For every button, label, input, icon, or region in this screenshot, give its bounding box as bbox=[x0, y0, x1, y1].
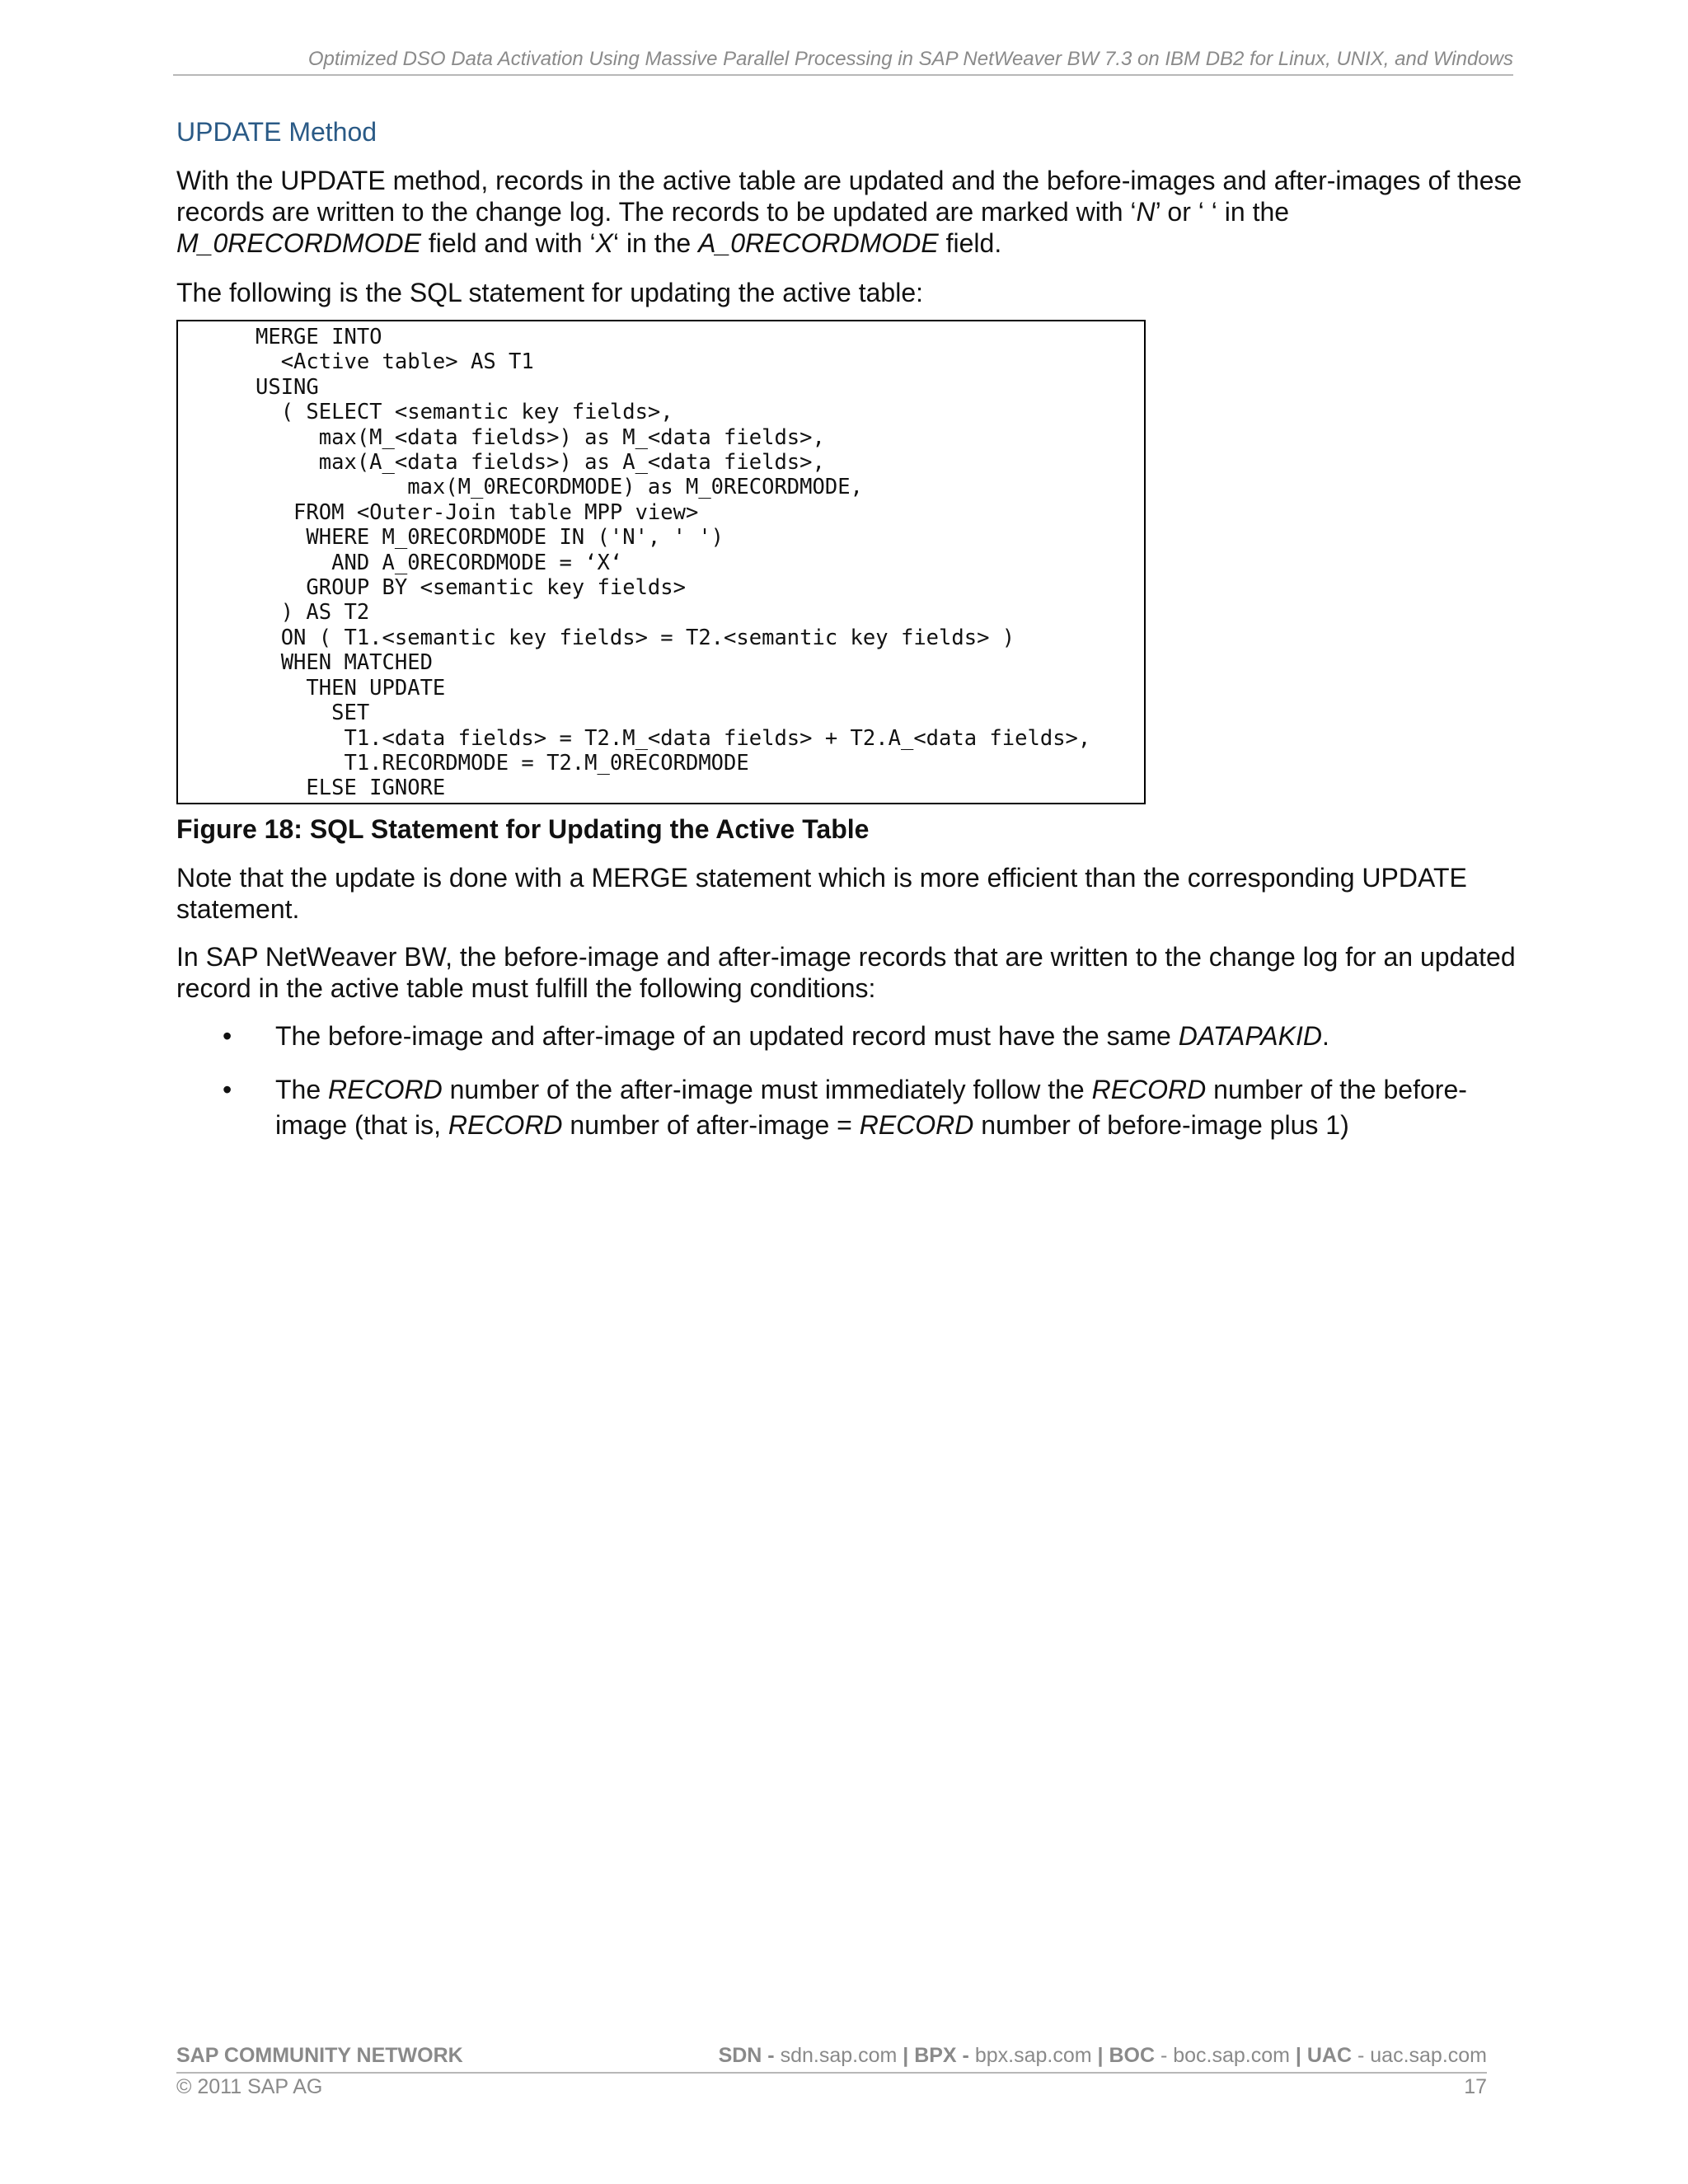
text-run: With the UPDATE method, records in the active table are updated and the before-images and after-images of these records are written to the change log. The records to be updated are marked with ‘ bbox=[176, 166, 1522, 227]
bullet-icon: • bbox=[223, 1075, 232, 1104]
recordmode-value-n: N bbox=[1136, 197, 1156, 227]
footer-bottom bbox=[176, 2075, 1487, 2099]
sql-code-box bbox=[176, 320, 1146, 804]
text-run: The bbox=[275, 1075, 329, 1104]
bpx-link[interactable]: bpx.sap.com bbox=[974, 2044, 1092, 2067]
text-run: . bbox=[1321, 1021, 1329, 1051]
text-run: number of the before-image (that is, bbox=[275, 1075, 1467, 1140]
datapakid-term: DATAPAKID bbox=[1178, 1021, 1322, 1051]
uac-label: UAC bbox=[1306, 2044, 1353, 2067]
sdn-label: SDN - bbox=[718, 2044, 781, 2067]
record-term: RECORD bbox=[328, 1075, 443, 1104]
record-term: RECORD bbox=[448, 1110, 563, 1140]
footer-separator: | bbox=[1289, 2044, 1307, 2067]
paragraph-merge-note: Note that the update is done with a MERGE statement which is more efficient than the corresponding UPDATE statement. bbox=[176, 863, 1467, 924]
text-run: The before-image and after-image of an updated record must have the same bbox=[275, 1021, 1179, 1051]
text-run: number of after-image = bbox=[562, 1110, 860, 1140]
record-term: RECORD bbox=[1091, 1075, 1207, 1104]
text-run: field. bbox=[938, 228, 1002, 258]
footer-separator: | bbox=[1091, 2044, 1109, 2067]
text-run: ‘ in the bbox=[612, 228, 699, 258]
bpx-label: BPX - bbox=[914, 2044, 975, 2067]
sdn-link[interactable]: sdn.sap.com bbox=[780, 2044, 898, 2067]
text-run: ’ or ‘ ‘ in the bbox=[1155, 197, 1290, 227]
section-heading: UPDATE Method bbox=[176, 117, 377, 147]
conditions-list bbox=[176, 1019, 1528, 1161]
text-run: number of the after-image must immediately follow the bbox=[442, 1075, 1092, 1104]
bullet-icon: • bbox=[223, 1021, 232, 1051]
a-recordmode-field: A_0RECORDMODE bbox=[698, 228, 939, 258]
text-run: field and with ‘ bbox=[420, 228, 596, 258]
footer-links bbox=[719, 2044, 1487, 2068]
m-recordmode-field: M_0RECORDMODE bbox=[176, 228, 421, 258]
list-item bbox=[176, 1072, 1528, 1143]
figure-caption: Figure 18: SQL Statement for Updating the Active Table bbox=[176, 814, 870, 844]
text-run: number of before-image plus 1) bbox=[973, 1110, 1349, 1140]
copyright: © 2011 SAP AG bbox=[176, 2075, 323, 2098]
footer-community-name: SAP COMMUNITY NETWORK bbox=[176, 2044, 463, 2067]
page-number: 17 bbox=[1464, 2075, 1487, 2098]
paragraph-update-method bbox=[176, 165, 1528, 259]
paragraph-sql-intro: The following is the SQL statement for updating the active table: bbox=[176, 278, 923, 307]
footer-links-bar bbox=[176, 2044, 1487, 2074]
recordmode-value-x: X bbox=[595, 228, 613, 258]
list-item bbox=[176, 1019, 1528, 1054]
footer-separator: | bbox=[897, 2044, 915, 2067]
uac-link[interactable]: - uac.sap.com bbox=[1352, 2044, 1487, 2067]
sql-code: MERGE INTO <Active table> AS T1 USING ( SELECT <semantic key fields>, max(M_<data fields>) as M_<data fields>, max(A_<data fields>) as A_<data fields>, max(M_0RECORDMODE) as M_0RECORDMODE, FROM <Outer-Join table MPP view> WHERE M_0RECORDMODE IN ('N', ' ') AND A_0RECORDMODE = ‘X‘ GROUP BY <semantic key fields> ) AS T2 ON ( T1.<semantic key fields> = T2.<semantic key fields> ) WHEN MATCHED THEN UPDATE SET T1.<data fields> = T2.M_<data fields> + T2.A_<data fields>, T1.RECORDMODE = T2.M_0RECORDMODE ELSE IGNORE bbox=[256, 325, 1091, 801]
record-term: RECORD bbox=[859, 1110, 974, 1140]
paragraph-conditions-intro: In SAP NetWeaver BW, the before-image and after-image records that are written to the change log for an updated record in the active table must fulfill the following conditions: bbox=[176, 942, 1516, 1003]
boc-link[interactable]: - boc.sap.com bbox=[1155, 2044, 1290, 2067]
boc-label: BOC bbox=[1109, 2044, 1156, 2067]
running-header: Optimized DSO Data Activation Using Massive Parallel Processing in SAP NetWeaver BW 7.3 on IBM DB2 for Linux, UNIX, and Windows bbox=[173, 48, 1513, 76]
